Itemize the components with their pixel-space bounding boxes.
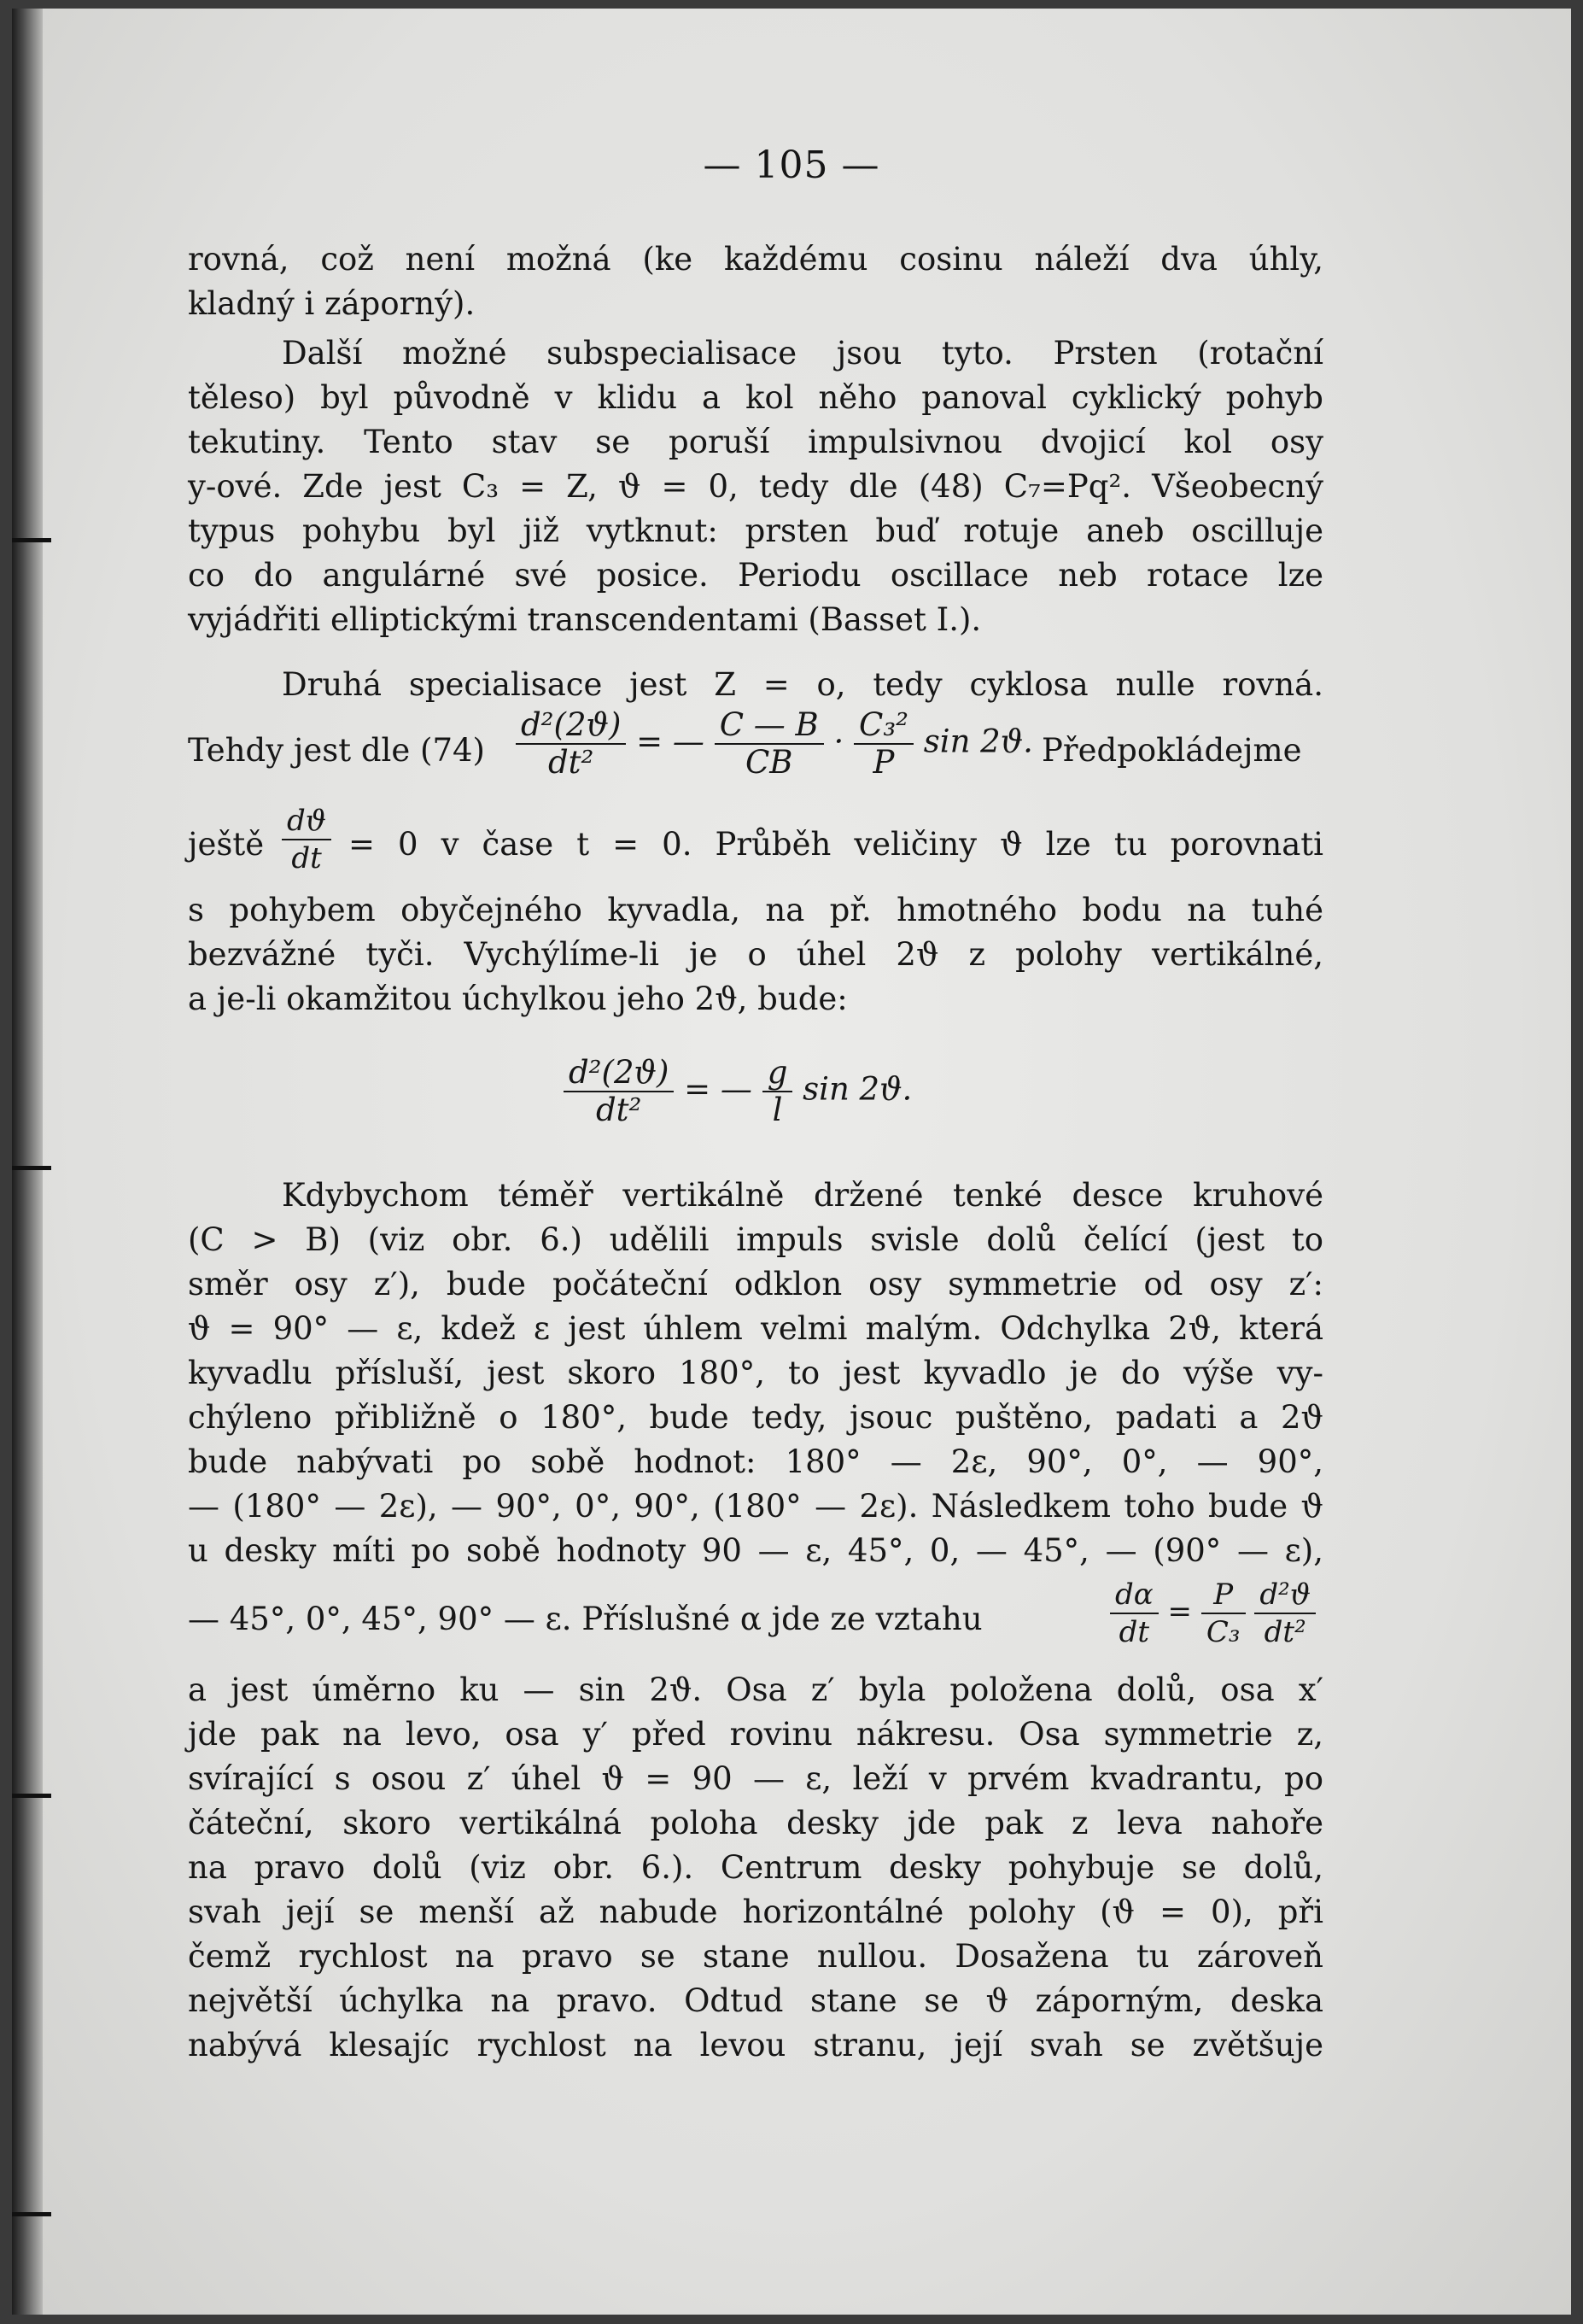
fraction: $\frac{\text{C₃²}}{P}$ <box>854 707 914 781</box>
fraction: $\frac{d\alpha}{dt}$ <box>1110 1577 1159 1650</box>
alpha-equation: $\frac{d\alpha}{dt}$ = $\frac{P}{\text{C₃}}$ $\frac{\text{d²ϑ}}{\text{dt²}}$ <box>1110 1577 1316 1650</box>
text-line: bezvážné tyči. Vychýlíme-li je o úhel 2ϑ z polohy vertikálné, <box>188 936 1323 973</box>
text-line: směr osy z′), bude počáteční odklon osy symmetrie od osy z′: <box>188 1266 1323 1302</box>
fraction: $\frac{C — B}{CB}$ <box>715 707 824 781</box>
fraction: $\frac{\text{d²(2ϑ)}}{\text{dt²}}$ <box>564 1055 674 1128</box>
margin-mark <box>12 2212 51 2216</box>
fraction: $\frac{\text{d²(2ϑ)}}{\text{dt²}}$ <box>516 707 626 781</box>
dtheta-fraction: $\frac{dϑ}{dt}$ <box>282 803 331 876</box>
text-line: bude nabývati po sobě hodnot: 180° — 2ε, 90°, 0°, — 90°, <box>188 1443 1323 1480</box>
text-line: tekutiny. Tento stav se poruší impulsivnou dvojicí kol osy <box>188 424 1323 460</box>
text-line: co do angulárné své posice. Periodu oscillace neb rotace lze <box>188 557 1323 594</box>
text-line: Tehdy jest dle (74) <box>188 732 485 769</box>
fraction: $\frac{P}{\text{C₃}}$ <box>1201 1577 1246 1650</box>
text-line: Předpokládejme <box>1042 732 1302 769</box>
margin-mark <box>12 1794 51 1798</box>
text-line: čáteční, skoro vertikálná poloha desky jde pak z leva nahoře <box>188 1805 1323 1841</box>
text-line: s pohybem obyčejného kyvadla, na př. hmotného bodu na tuhé <box>188 892 1323 928</box>
book-page <box>12 9 1571 2315</box>
text-line: — 45°, 0°, 45°, 90° — ε. Příslušné α jde ze vztahu <box>188 1601 983 1637</box>
text-line: y-ové. Zde jest C₃ = Z, ϑ = 0, tedy dle (48) C₇=Pq². Všeobecný <box>188 468 1323 505</box>
text-line: čemž rychlost na pravo se stane nullou. Dosažena tu zároveň <box>188 1938 1323 1975</box>
text-line: ϑ = 90° — ε, kdež ε jest úhlem velmi malým. Odchylka 2ϑ, která <box>188 1310 1323 1347</box>
text-line: vyjádřiti elliptickými transcendentami (Basset I.). <box>188 601 982 638</box>
text-line: těleso) byl původně v klidu a kol něho panoval cyklický pohyb <box>188 379 1323 416</box>
text-line: kladný i záporný). <box>188 285 476 322</box>
margin-mark <box>12 538 51 542</box>
text-line: typus pohybu byl již vytknut: prsten buď rotuje aneb oscilluje <box>188 512 1323 549</box>
page-number: — 105 — <box>703 143 880 187</box>
text-line: (C > B) (viz obr. 6.) udělili impuls svisle dolů čelící (jest to <box>188 1221 1323 1258</box>
text-line: a jest úměrno ku — sin 2ϑ. Osa z′ byla položena dolů, osa x′ <box>188 1671 1323 1708</box>
text-line: Kdybychom téměř vertikálně držené tenké desce kruhové <box>282 1177 1323 1214</box>
text-line: ještě <box>188 826 265 863</box>
text-line: — (180° — 2ε), — 90°, 0°, 90°, (180° — 2ε). Následkem toho bude ϑ <box>188 1488 1323 1525</box>
pendulum-equation: $\frac{\text{d²(2ϑ)}}{\text{dt²}}$ = — $\frac{g}{l}$ sin 2ϑ. <box>564 1055 912 1128</box>
text-line: největší úchylka na pravo. Odtud stane se ϑ záporným, deska <box>188 1982 1323 2019</box>
fraction: $\frac{\text{d²ϑ}}{\text{dt²}}$ <box>1254 1577 1316 1650</box>
text-line: svírající s osou z′ úhel ϑ = 90 — ε, leží v prvém kvadrantu, po <box>188 1760 1323 1797</box>
text-line: jde pak na levo, osa y′ před rovinu nákresu. Osa symmetrie z, <box>188 1716 1323 1753</box>
text-line: = 0 v čase t = 0. Průběh veličiny ϑ lze tu porovnati <box>348 826 1323 863</box>
text-line: kyvadlu přísluší, jest skoro 180°, to jest kyvadlo je do výše vy- <box>188 1355 1323 1391</box>
text-line: u desky míti po sobě hodnoty 90 — ε, 45°, 0, — 45°, — (90° — ε), <box>188 1532 1323 1569</box>
text-line: na pravo dolů (viz obr. 6.). Centrum desky pohybuje se dolů, <box>188 1849 1323 1886</box>
text-line: chýleno přibližně o 180°, bude tedy, jsouc puštěno, padati a 2ϑ <box>188 1399 1323 1436</box>
margin-mark <box>12 1166 51 1170</box>
equation-74: $\frac{\text{d²(2ϑ)}}{\text{dt²}}$ = — $\frac{C — B}{CB}$ · $\frac{\text{C₃²}}{P}$ sin 2ϑ. <box>516 707 1033 781</box>
text-line: rovná, což není možná (ke každému cosinu náleží dva úhly, <box>188 241 1323 278</box>
text-line: Další možné subspecialisace jsou tyto. Prsten (rotační <box>282 335 1323 372</box>
text-line: a je-li okamžitou úchylkou jeho 2ϑ, bude: <box>188 981 848 1017</box>
text-line: svah její se menší až nabude horizontálné polohy (ϑ = 0), při <box>188 1894 1323 1930</box>
text-line: nabývá klesajíc rychlost na levou stranu, její svah se zvětšuje <box>188 2027 1323 2064</box>
fraction: $\frac{g}{l}$ <box>762 1055 793 1128</box>
page-binding-edge <box>12 9 43 2315</box>
body-text <box>188 9 1323 2315</box>
text-line: Druhá specialisace jest Z = o, tedy cyklosa nulle rovná. <box>282 666 1323 703</box>
